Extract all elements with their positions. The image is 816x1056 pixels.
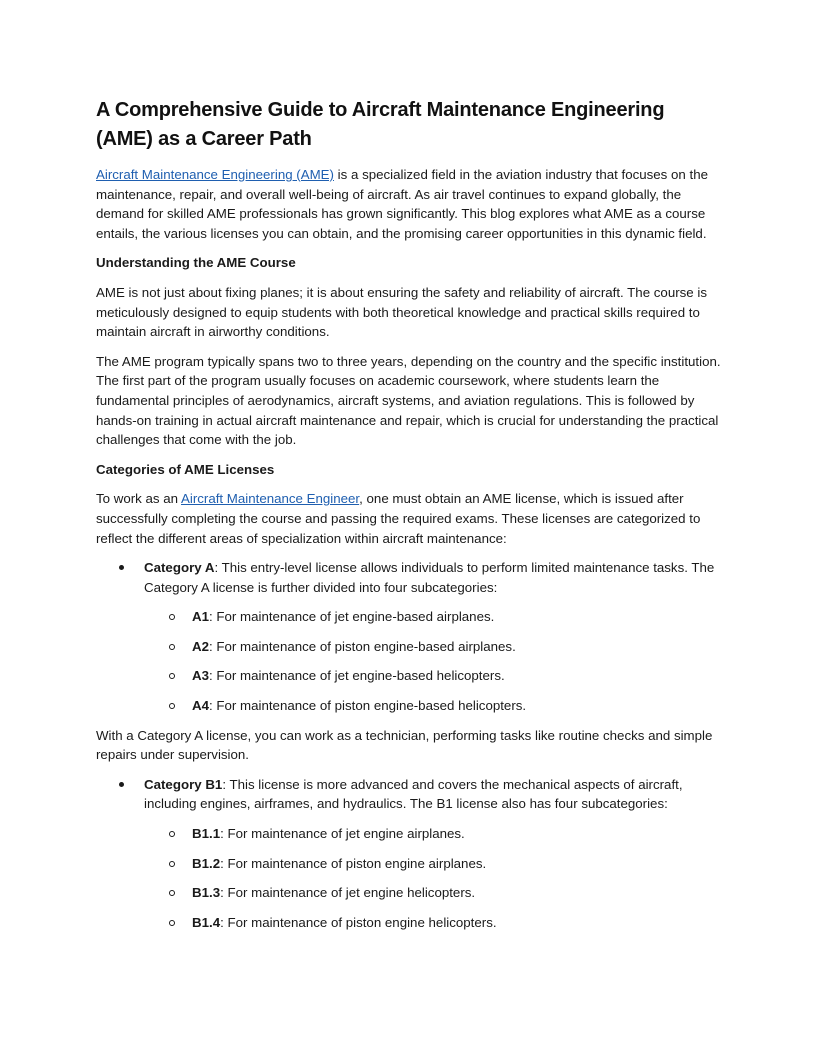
- category-a-subcategories: [96, 607, 721, 715]
- sub-text: : For maintenance of jet engine-based helicopters.: [209, 668, 505, 684]
- ame-link[interactable]: Aircraft Maintenance Engineering (AME): [96, 167, 334, 182]
- licenses-intro-before: To work as an: [96, 491, 181, 507]
- sub-label: B1.4: [192, 914, 221, 930]
- circle-bullet-icon: [169, 703, 175, 709]
- course-paragraph-2: The AME program typically spans two to three years, depending on the country and the specific institution. The first part of the program usually focuses on academic coursework, where students learn the fundamental principles of aerodynamics, aircraft systems, and aviation regulations. This is followed by hands-on training in actual aircraft maintenance and repair, which is crucial for understanding the practical challenges that come with the job.: [96, 353, 721, 448]
- sub-text: : For maintenance of piston engine helicopters.: [220, 914, 497, 930]
- list-item-a4: [96, 696, 721, 716]
- sub-text: : For maintenance of jet engine helicopters.: [220, 885, 476, 901]
- list-item-b1-1: [96, 824, 721, 844]
- circle-bullet-icon: [169, 890, 175, 896]
- circle-bullet-icon: [169, 920, 175, 926]
- sub-label: A2: [192, 638, 209, 654]
- bullet-icon: [119, 782, 124, 787]
- sub-text: : For maintenance of jet engine airplanes.: [220, 826, 465, 842]
- sub-label: A3: [192, 668, 209, 684]
- page-title: A Comprehensive Guide to Aircraft Maintenance Engineering (AME) as a Career Path: [96, 99, 665, 150]
- list-item-a2: [96, 637, 721, 657]
- circle-bullet-icon: [169, 673, 175, 679]
- list-item-a3: [96, 666, 721, 686]
- category-a-text: : This entry-level license allows individuals to perform limited maintenance tasks. The Category A license is further divided into four subcategories:: [144, 560, 715, 595]
- category-b1-label: Category B1: [144, 776, 223, 792]
- sub-text: : For maintenance of piston engine-based airplanes.: [209, 638, 516, 654]
- licenses-intro-after: , one must obtain an AME license, which is issued after successfully completing the course and passing the required exams. These licenses are categorized to reflect the different areas of specialization within aircraft maintenance:: [96, 491, 701, 546]
- sub-text: : For maintenance of piston engine-based helicopters.: [209, 698, 527, 714]
- category-a-label: Category A: [144, 560, 215, 576]
- intro-text: is a specialized field in the aviation industry that focuses on the maintenance, repair, and overall well-being of aircraft. As air travel continues to expand globally, the demand for skilled AME professionals has grown significantly. This blog explores what AME as a course entails, the various licenses you can obtain, and the promising career opportunities in this dynamic field.: [96, 167, 708, 241]
- category-a-list: [96, 558, 721, 597]
- sub-label: B1.2: [192, 855, 221, 871]
- circle-bullet-icon: [169, 644, 175, 650]
- sub-text: : For maintenance of piston engine airplanes.: [220, 855, 487, 871]
- licenses-intro-paragraph: [96, 489, 721, 548]
- engineer-link[interactable]: Aircraft Maintenance Engineer: [181, 491, 360, 507]
- sub-text: : For maintenance of jet engine-based airplanes.: [209, 609, 495, 625]
- list-item-category-b1: [96, 775, 721, 814]
- category-a-note: With a Category A license, you can work as a technician, performing tasks like routine checks and simple repairs under supervision.: [96, 727, 713, 763]
- intro-paragraph: [96, 165, 721, 243]
- list-item-b1-2: [96, 854, 721, 874]
- sub-label: A4: [192, 698, 209, 714]
- list-item-a1: [96, 607, 721, 627]
- list-item-b1-3: [96, 883, 721, 903]
- circle-bullet-icon: [169, 831, 175, 837]
- sub-label: B1.3: [192, 885, 221, 901]
- course-paragraph-1: AME is not just about fixing planes; it is about ensuring the safety and reliability of aircraft. The course is meticulously designed to equip students with both theoretical knowledge and practical skills required to maintain aircraft in airworthy conditions.: [96, 284, 707, 340]
- circle-bullet-icon: [169, 614, 175, 620]
- list-item-b1-4: [96, 913, 721, 933]
- sub-label: A1: [192, 609, 209, 625]
- category-b1-subcategories: [96, 824, 721, 932]
- category-b1-list: [96, 775, 721, 814]
- sub-label: B1.1: [192, 826, 221, 842]
- section-heading-course: Understanding the AME Course: [96, 255, 296, 271]
- section-heading-licenses: Categories of AME Licenses: [96, 461, 275, 477]
- category-b1-text: : This license is more advanced and covers the mechanical aspects of aircraft, including engines, airframes, and hydraulics. The B1 license also has four subcategories:: [144, 776, 683, 812]
- circle-bullet-icon: [169, 861, 175, 867]
- list-item-category-a: [96, 558, 721, 597]
- bullet-icon: [119, 565, 124, 570]
- document-body: [96, 96, 721, 942]
